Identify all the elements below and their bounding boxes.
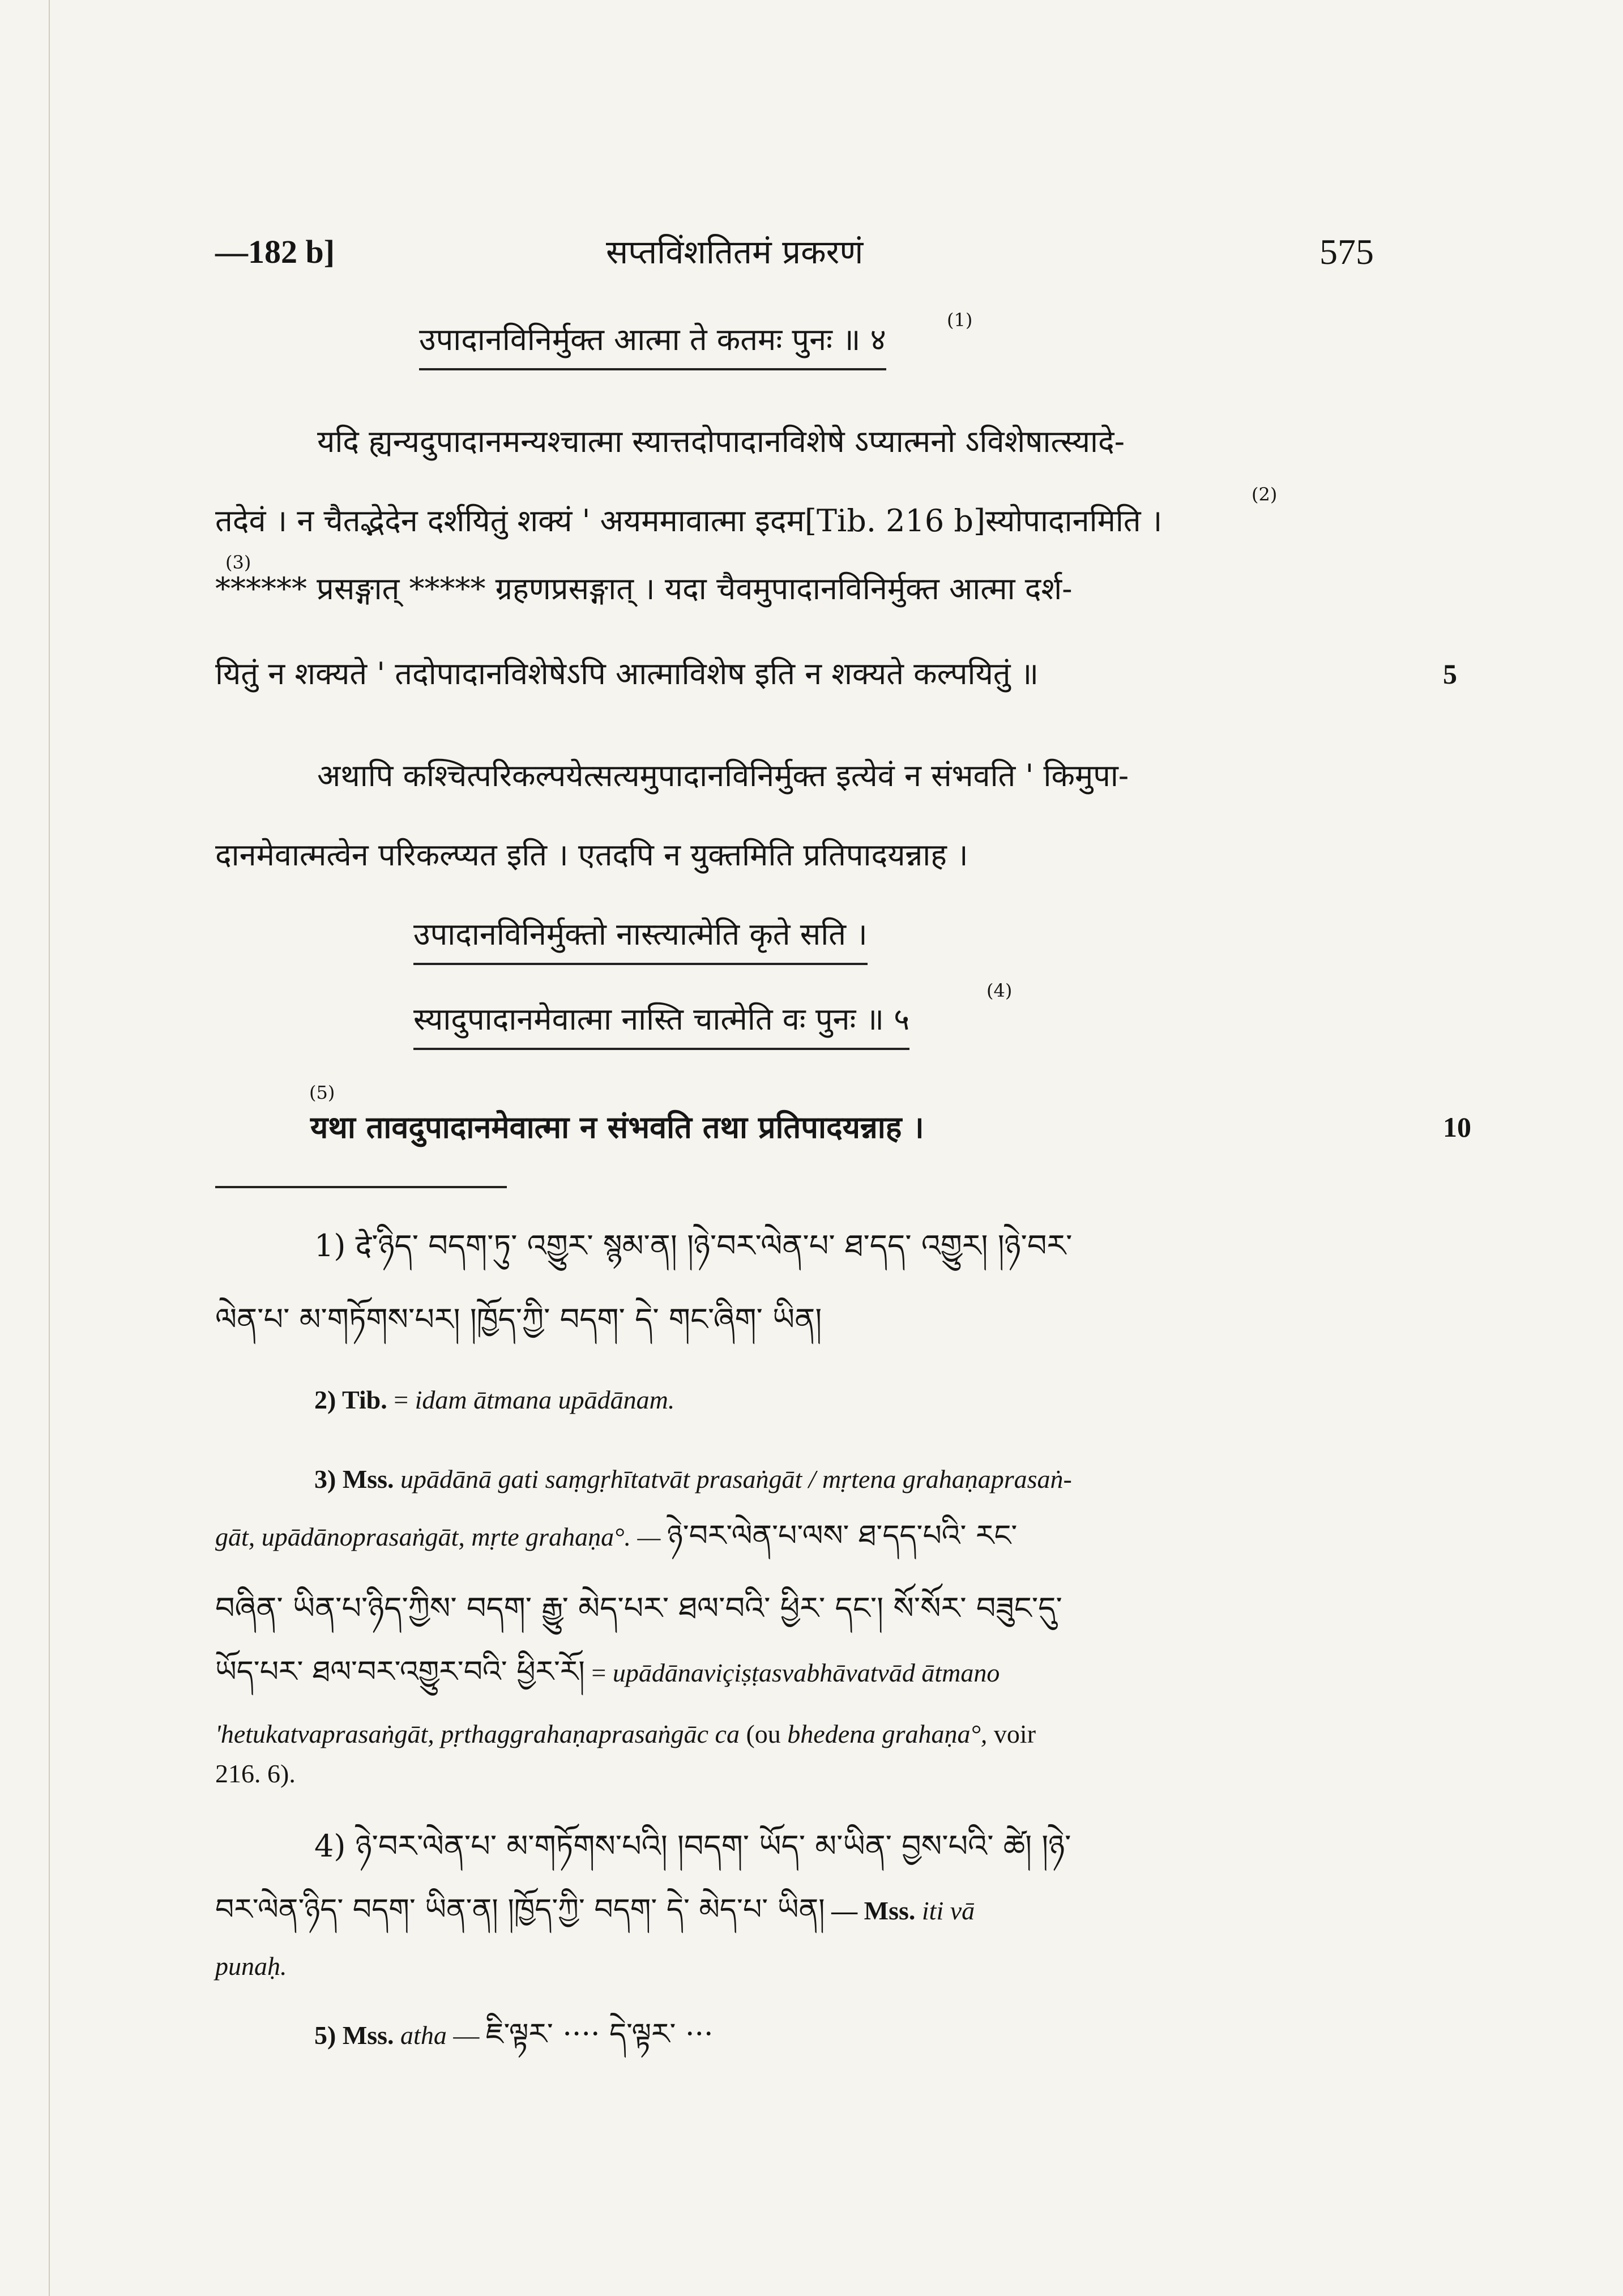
- footnote-3-eq: =: [591, 1658, 607, 1687]
- footnote-3-line2: [215, 1518, 1017, 1555]
- footnote-5-tib: ཇི་ལྟར་ ···· དེ་ལྟར་ ···: [485, 2017, 714, 2051]
- note-ref-3: (3): [225, 552, 251, 573]
- footnote-4-punah: punaḥ.: [215, 1952, 287, 1981]
- footnote-3-tib1: ཉེ་བར་ལེན་པ་ལས་ ཐ་དད་པའི་ རང་: [667, 1519, 1018, 1553]
- note-ref-5: (5): [309, 1082, 335, 1103]
- footnote-4-line3: [215, 1948, 287, 1985]
- footnote-5-text: atha: [400, 2021, 447, 2050]
- footnote-3-text1: upādānā gati saṃgṛhītatvāt prasaṅgāt / mṛtena grahaṇaprasaṅ-: [400, 1465, 1072, 1493]
- footnote-3-line4: [215, 1654, 1000, 1691]
- footnote-3-text2: gāt, upādānoprasaṅgāt, mṛte grahaṇa°. —: [215, 1522, 661, 1551]
- footnote-3-line1: [314, 1461, 1072, 1497]
- para2-line1: अथापि कश्चित्परिकल्पयेत्सत्यमुपादानविनिर्मुक्त इत्येवं न संभवति ' किमुपा-: [317, 758, 1129, 793]
- para1-line3: ****** प्रसङ्गात् ***** ग्रहणप्रसङ्गात् । यदा चैवमुपादानविनिर्मुक्त आत्मा दर्श-: [215, 571, 1073, 607]
- footnote-5-label: 5) Mss.: [314, 2021, 394, 2050]
- footnote-3-line6: 216. 6).: [215, 1759, 296, 1788]
- footnote-1-line2: ལེན་པ་ མ་གཏོགས་པར། །ཁྱོད་ཀྱི་ བདག་ དེ་ གང་ཞིག་ ཡིན།: [215, 1301, 822, 1337]
- para1-line4: यितुं न शक्यते ' तदोपादानविशेषेऽपि आत्माविशेष इति न शक्यते कल्पयितुं ॥: [215, 656, 1039, 692]
- footnote-4-mss: — Mss.: [831, 1896, 916, 1925]
- line-number-5: 5: [1443, 658, 1457, 690]
- note-ref-4: (4): [986, 980, 1013, 1001]
- verse-4: उपादानविनिर्मुक्त आत्मा ते कतमः पुनः ॥ ४: [419, 317, 886, 370]
- footnote-3-text4: upādānaviçiṣṭasvabhāvatvād ātmano: [612, 1658, 1000, 1687]
- footnote-3-text5b: bhedena grahaṇa°,: [787, 1719, 988, 1748]
- para3-line1: यथा तावदुपादानमेवात्मा न संभवति तथा प्रतिपादयन्नाह ।: [310, 1109, 924, 1145]
- note-ref-2: (2): [1252, 484, 1278, 505]
- footnote-1-line1: 1) दे་ཉིད་ བདག་ཏུ་ འགྱུར་ སྙམ་ན། །ཉེ་བར་ལེན་པ་ ཐ་དད་ འགྱུར། །ཉེ་བར་: [314, 1228, 1073, 1264]
- verse-5-line1: उपादानविनिर्मुक्तो नास्त्यात्मेति कृते सति ।: [413, 912, 868, 965]
- verse-5-line2: स्यादुपादानमेवात्मा नास्ति चात्मेति वः पुनः ॥ ५: [413, 997, 909, 1050]
- footnote-5: [314, 2016, 714, 2054]
- footnote-3-text5: 'hetukatvaprasaṅgāt, pṛthaggrahaṇaprasaṅgāc ca: [215, 1719, 740, 1748]
- para1-line1: यदि ह्यन्यदुपादानमन्यश्चात्मा स्यात्तदोपादानविशेषे ऽप्यात्मनो ऽविशेषात्स्यादे-: [317, 424, 1125, 459]
- footnote-3-line5: [215, 1716, 1036, 1752]
- footnote-rule: [215, 1186, 507, 1188]
- footnote-3-paren: (ou: [746, 1719, 781, 1748]
- para2-line2: दानमेवात्मत्वेन परिकल्प्यत इति । एतदपि न युक्तमिति प्रतिपादयन्नाह ।: [215, 837, 968, 873]
- note-ref-1: (1): [947, 309, 973, 331]
- footnote-2-eq: =: [394, 1385, 409, 1414]
- para1-line2: तदेवं । न चैतद्भेदेन दर्शयितुं शक्यं ' अयममावात्मा इदम[Tib. 216 b]स्योपादानमिति ।: [215, 503, 1163, 539]
- footnote-2-text: idam ātmana upādānam.: [415, 1385, 675, 1414]
- footnote-3-tail: voir: [993, 1719, 1036, 1748]
- footnote-4-line2: [215, 1892, 975, 1929]
- line-number-10: 10: [1443, 1111, 1471, 1143]
- footnote-3-label: 3) Mss.: [314, 1465, 394, 1493]
- footnote-5-dash: —: [453, 2021, 480, 2050]
- footnote-3-tib3: ཡོད་པར་ ཐལ་བར་འགྱུར་བའི་ ཕྱིར་རོ།: [215, 1655, 585, 1689]
- footnote-4-line1: 4) ཉེ་བར་ལེན་པ་ མ་གཏོགས་པའི། །བདག་ ཡོད་ མ་ཡིན་ བྱས་པའི་ ཚེ། །ཉེ་: [314, 1828, 1071, 1864]
- footnote-4-text: iti vā: [921, 1896, 975, 1925]
- header-page-ref: —182 b]: [215, 233, 335, 270]
- footnote-3-line3: བཞིན་ ཡིན་པ་ཉིད་ཀྱིས་ བདག་ རྒྱུ་ མེད་པར་ ཐལ་བའི་ ཕྱིར་ དང་། སོ་སོར་ བཟུང་དུ་: [215, 1590, 1062, 1626]
- header-page-number: 575: [1319, 232, 1374, 272]
- header-chapter-title: सप्तविंशतितमं प्रकरणं: [606, 233, 864, 271]
- footnote-4-tib2: བར་ལེན་ཉིད་ བདག་ ཡིན་ན། །ཁྱོད་ཀྱི་ བདག་ དེ་ མེད་པ་ ཡིན།: [215, 1893, 825, 1927]
- footnote-2: [314, 1382, 674, 1418]
- footnote-2-label: 2) Tib.: [314, 1385, 387, 1414]
